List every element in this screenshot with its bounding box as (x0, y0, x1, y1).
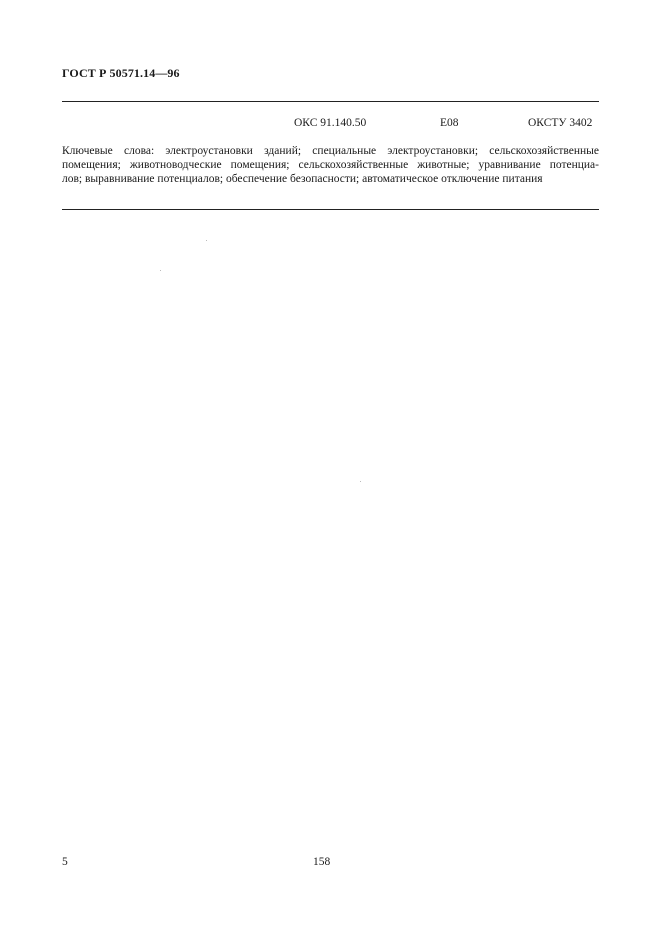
scan-speck (160, 270, 161, 271)
keywords-line: лов; выравнивание потенциалов; обеспечение безопасности; автоматическое отключение питания (62, 173, 543, 185)
keywords-block (62, 144, 599, 186)
oks-code: ОКС 91.140.50 (294, 117, 367, 129)
scan-speck (360, 481, 361, 482)
document-title: ГОСТ Р 50571.14—96 (62, 66, 180, 80)
top-divider (62, 101, 599, 102)
okstu-code: ОКСТУ 3402 (528, 117, 593, 129)
scan-speck (206, 240, 207, 241)
keywords-line: помещения; животноводческие помещения; сельскохозяйственные животные; уравнивание потенциа- (62, 159, 599, 171)
keywords-line: Ключевые слова: электроустановки зданий; специальные электроустановки; сельскохозяйственные (62, 145, 599, 157)
page-number-left: 5 (62, 856, 68, 868)
page-number-center: 158 (313, 856, 331, 868)
category-code: Е08 (440, 117, 459, 129)
bottom-divider (62, 209, 599, 210)
